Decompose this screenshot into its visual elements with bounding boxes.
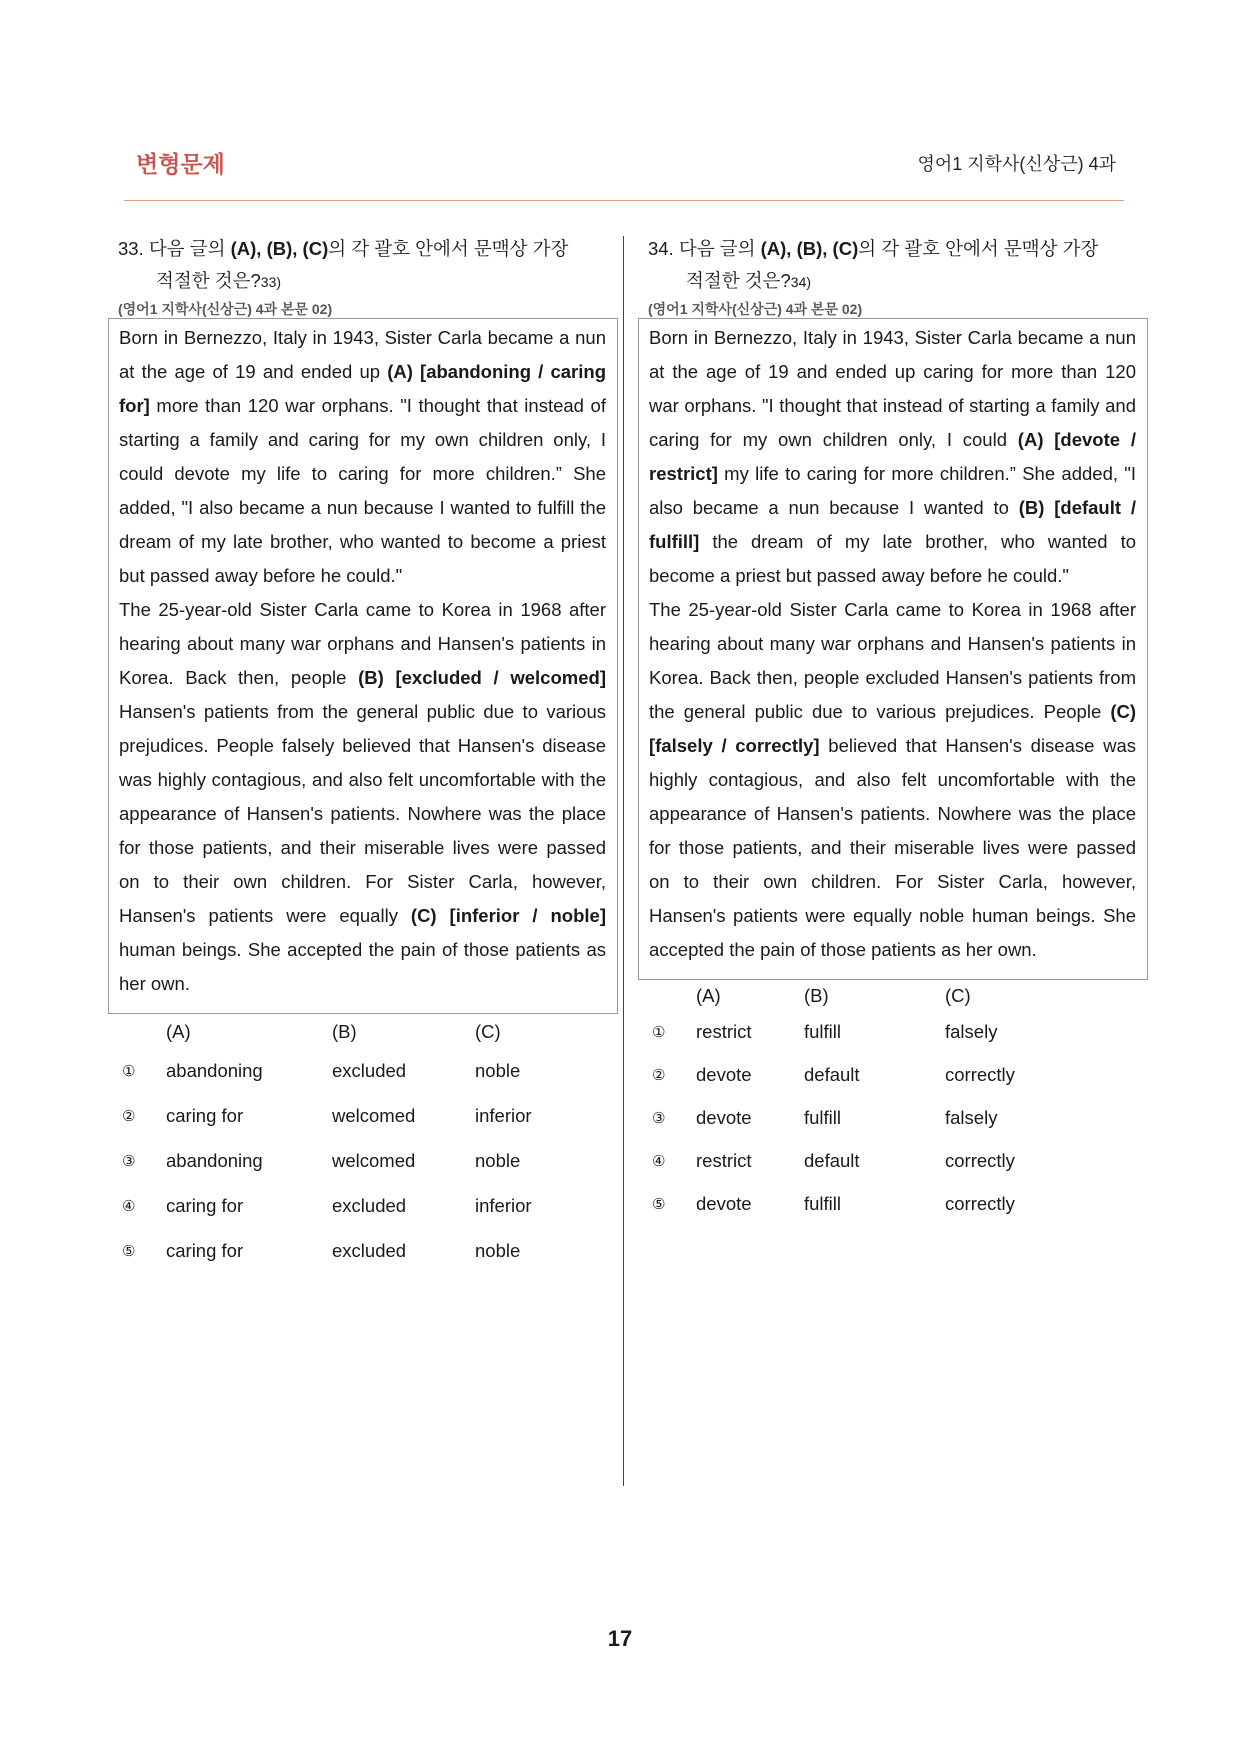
- passage-source: (영어1 지학사(신상근) 4과 본문 02): [118, 301, 333, 317]
- choice-2[interactable]: ② caring for welcomed inferior: [122, 1104, 532, 1126]
- question-34: [638, 233, 1148, 1225]
- choice-5[interactable]: ⑤ caring for excluded noble: [122, 1239, 521, 1261]
- passage-source: (영어1 지학사(신상근) 4과 본문 02): [648, 301, 863, 317]
- section-title: 변형문제: [136, 151, 225, 177]
- passage-paragraph: Born in Bernezzo, Italy in 1943, Sister Carla became a nun at the age of 19 and ended up (A) [abandoning / caring for] more than 120 war orphans. "I thought that instead of starting a family and caring for my own children only, I could devote my life to caring for more children.” She added, "I also became a nun because I wanted to fulfill the dream of my late brother, who wanted to become a priest but passed away before he could.": [119, 327, 606, 586]
- choice-1[interactable]: ① abandoning excluded noble: [122, 1059, 521, 1081]
- question-number: 34.: [648, 238, 674, 259]
- passage-paragraph: Born in Bernezzo, Italy in 1943, Sister Carla became a nun at the age of 19 and ended up caring for more than 120 war orphans. "I thought that instead of starting a family and caring for my own children only, I could (A) [devote / restrict] my life to caring for more children.” She added, "I also became a nun because I wanted to (B) [default / fulfill] the dream of my late brother, who wanted to become a priest but passed away before he could.": [649, 327, 1136, 586]
- choice-4[interactable]: ④ restrict default correctly: [652, 1149, 1015, 1171]
- passage-box: [108, 318, 618, 1014]
- choice-4[interactable]: ④ caring for excluded inferior: [122, 1194, 532, 1216]
- choice-3[interactable]: ③ devote fulfill falsely: [652, 1106, 998, 1128]
- blank-a: (A) [devote / restrict]: [649, 429, 1136, 484]
- choice-header-row: (A) (B) (C): [166, 1021, 501, 1042]
- answer-choices: [108, 1016, 618, 1273]
- choice-5[interactable]: ⑤ devote fulfill correctly: [652, 1192, 1015, 1214]
- choice-header-row: (A) (B) (C): [696, 985, 971, 1006]
- passage-paragraph: The 25-year-old Sister Carla came to Korea in 1968 after hearing about many war orphans and Hansen's patients in Korea. Back then, people (B) [excluded / welcomed] Hansen's patients from the general public due to various prejudices. People falsely believed that Hansen's disease was highly contagious, and also felt uncomfortable with the appearance of Hansen's patients. Nowhere was the place for those patients, and their miserable lives were passed on to their own children. For Sister Carla, however, Hansen's patients were equally (C) [inferior / noble] human beings. She accepted the pain of those patients as her own.: [119, 599, 606, 994]
- passage-box: [638, 318, 1148, 980]
- course-title: 영어1 지학사(신상근) 4과: [917, 154, 1116, 174]
- choice-3[interactable]: ③ abandoning welcomed noble: [122, 1149, 521, 1171]
- header-divider: [124, 200, 1124, 201]
- blank-c: (C) [inferior / noble]: [410, 905, 606, 926]
- blank-b: (B) [excluded / welcomed]: [358, 667, 606, 688]
- page-number: 17: [607, 1626, 633, 1651]
- answer-choices: [638, 982, 1148, 1225]
- passage-paragraph: The 25-year-old Sister Carla came to Korea in 1968 after hearing about many war orphans and Hansen's patients in Korea. Back then, people excluded Hansen's patients from the general public due to various prejudices. People (C) [falsely / correctly] believed that Hansen's disease was highly contagious, and also felt uncomfortable with the appearance of Hansen's patients. Nowhere was the place for those patients, and their miserable lives were passed on to their own children. For Sister Carla, however, Hansen's patients were equally noble human beings. She accepted the pain of those patients as her own.: [649, 599, 1136, 960]
- blank-a: (A) [abandoning / caring for]: [119, 361, 606, 416]
- footnote-ref: 33): [260, 274, 282, 290]
- choice-2[interactable]: ② devote default correctly: [652, 1063, 1015, 1085]
- question-34-prompt: 34. 다음 글의 (A), (B), (C)의 각 괄호 안에서 문맥상 가장 적절한 것은?34): [648, 238, 1099, 291]
- question-33: [108, 233, 618, 1273]
- footnote-ref: 34): [790, 274, 812, 290]
- blank-b: (B) [default / fulfill]: [649, 497, 1136, 552]
- question-number: 33.: [118, 238, 144, 259]
- column-divider: [623, 236, 624, 1486]
- choice-1[interactable]: ① restrict fulfill falsely: [652, 1020, 998, 1042]
- question-33-prompt: 33. 다음 글의 (A), (B), (C)의 각 괄호 안에서 문맥상 가장 적절한 것은?33): [118, 238, 569, 291]
- blank-c: (C) [falsely / correctly]: [649, 701, 1136, 756]
